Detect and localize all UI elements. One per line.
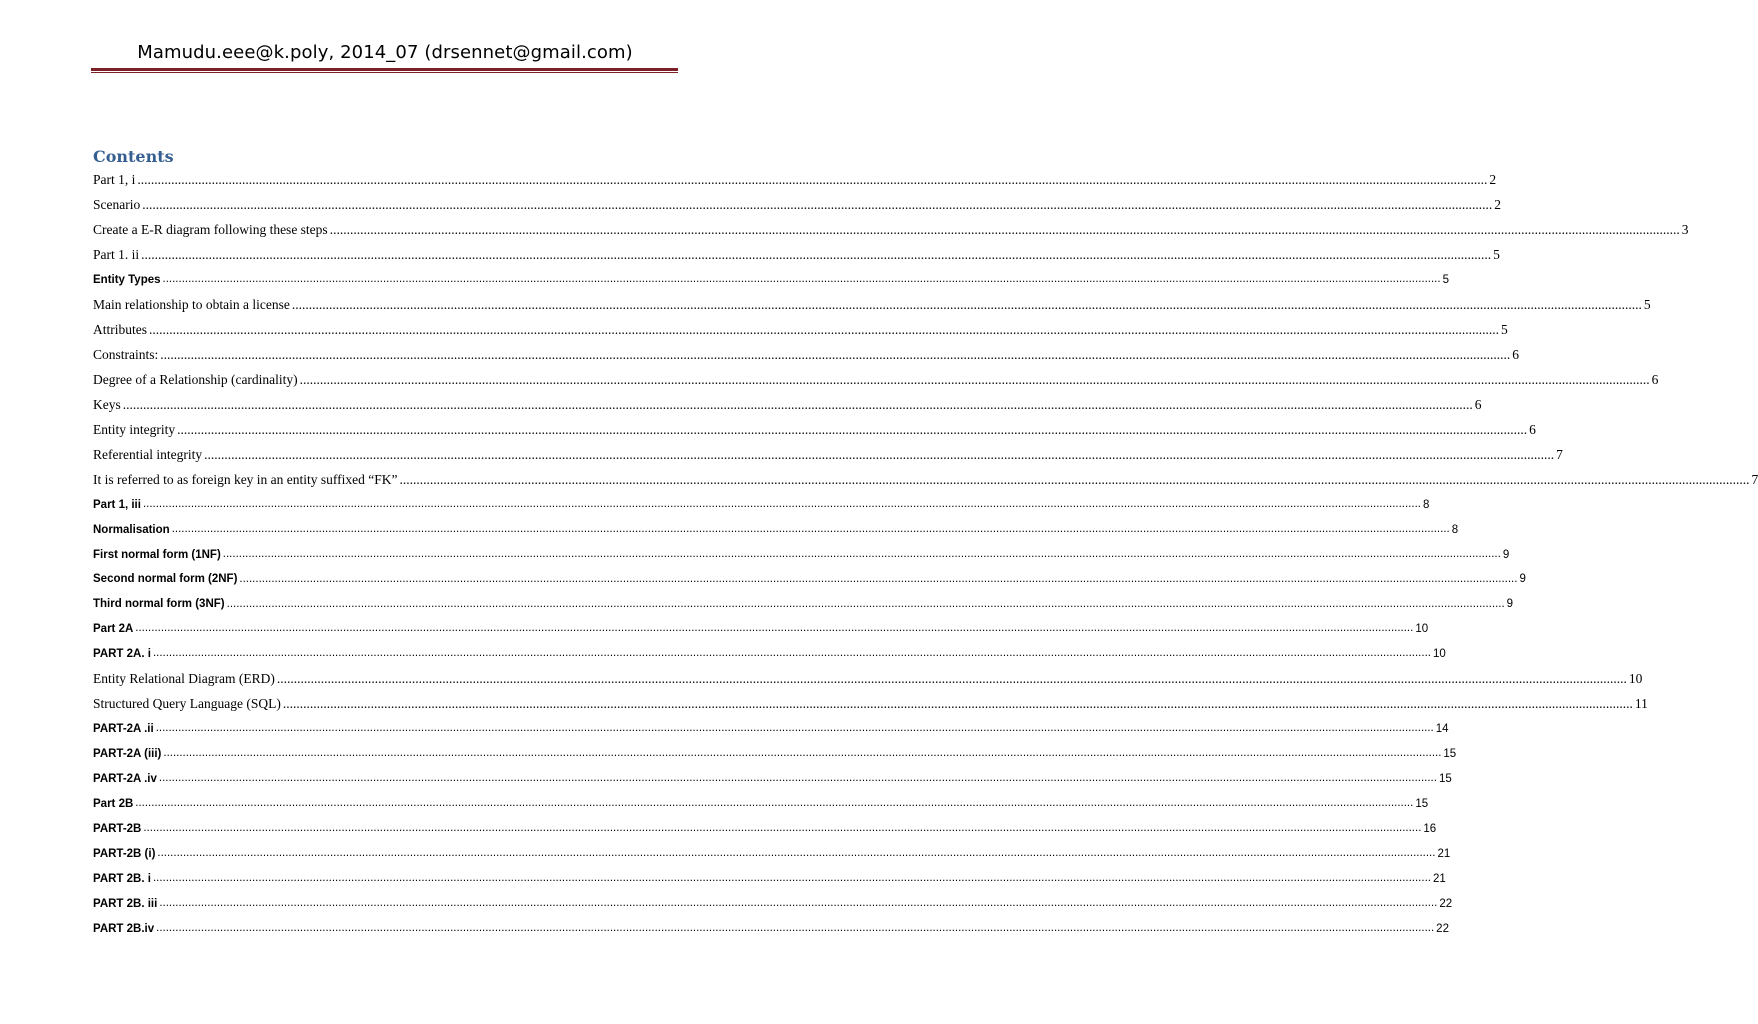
- toc-dot-leader: ................................................................................................................................................................................................................................................................................................................................................................................................................: [137, 172, 1488, 188]
- toc-dot-leader: ................................................................................................................................................................................................................................................................................................................................................................................................................: [143, 821, 1422, 834]
- toc-dot-leader: ................................................................................................................................................................................................................................................................................................................................................................................................................: [399, 471, 1750, 487]
- toc-entry-label[interactable]: Part 2B: [93, 797, 134, 810]
- toc-entry-label[interactable]: Constraints:: [93, 347, 159, 363]
- toc-entry-page-number[interactable]: 21: [1432, 872, 1446, 885]
- toc-entry-label[interactable]: PART-2B (i): [93, 847, 156, 860]
- toc-entry-label[interactable]: Structured Query Language (SQL): [93, 696, 281, 712]
- toc-entry-label[interactable]: PART-2A .iv: [93, 772, 157, 785]
- toc-entry-page-number[interactable]: 5: [1643, 297, 1651, 313]
- toc-entry[interactable]: [93, 617, 1429, 642]
- toc-dot-leader: ................................................................................................................................................................................................................................................................................................................................................................................................................: [299, 371, 1650, 387]
- toc-entry-page-number[interactable]: 9: [1506, 598, 1514, 611]
- toc-dot-leader: ................................................................................................................................................................................................................................................................................................................................................................................................................: [177, 421, 1528, 437]
- toc-dot-leader: ................................................................................................................................................................................................................................................................................................................................................................................................................: [152, 871, 1431, 884]
- toc-dot-leader: ................................................................................................................................................................................................................................................................................................................................................................................................................: [291, 297, 1642, 313]
- toc-entry-label[interactable]: Second normal form (2NF): [93, 573, 238, 586]
- toc-dot-leader: ................................................................................................................................................................................................................................................................................................................................................................................................................: [204, 446, 1555, 462]
- toc-entry-label[interactable]: Attributes: [93, 322, 147, 338]
- toc-entry[interactable]: [93, 841, 1451, 866]
- toc-entry-page-number[interactable]: 6: [1529, 421, 1536, 437]
- toc-dot-leader: ................................................................................................................................................................................................................................................................................................................................................................................................................: [276, 671, 1627, 687]
- toc-entry-label[interactable]: Entity integrity: [93, 421, 176, 437]
- toc-entry[interactable]: [93, 218, 1689, 243]
- toc-entry-page-number[interactable]: 8: [1422, 498, 1430, 511]
- toc-dot-leader: ................................................................................................................................................................................................................................................................................................................................................................................................................: [149, 322, 1499, 337]
- toc-entry-page-number[interactable]: 9: [1519, 573, 1526, 586]
- toc-entry[interactable]: [93, 293, 1651, 318]
- toc-entry-page-number[interactable]: 8: [1451, 523, 1459, 536]
- toc-dot-leader: ................................................................................................................................................................................................................................................................................................................................................................................................................: [152, 647, 1431, 660]
- toc-entry[interactable]: [93, 243, 1500, 268]
- toc-entry[interactable]: [93, 542, 1510, 567]
- toc-dot-leader: ................................................................................................................................................................................................................................................................................................................................................................................................................: [222, 547, 1501, 560]
- toc-entry[interactable]: [93, 392, 1482, 417]
- toc-dot-leader: ................................................................................................................................................................................................................................................................................................................................................................................................................: [162, 273, 1441, 286]
- toc-entry-label[interactable]: Scenario: [93, 197, 141, 213]
- toc-entry-page-number[interactable]: 22: [1439, 897, 1453, 910]
- toc-entry-page-number[interactable]: 15: [1443, 748, 1457, 761]
- toc-entry[interactable]: [93, 268, 1449, 293]
- toc-entry-label[interactable]: It is referred to as foreign key in an entity suffixed “FK”: [93, 471, 398, 487]
- toc-dot-leader: ................................................................................................................................................................................................................................................................................................................................................................................................................: [157, 846, 1436, 859]
- toc-entry[interactable]: [93, 916, 1449, 941]
- toc-entry[interactable]: [93, 667, 1643, 692]
- toc-entry-page-number[interactable]: 5: [1442, 274, 1449, 287]
- toc-dot-leader: ................................................................................................................................................................................................................................................................................................................................................................................................................: [155, 722, 1434, 735]
- toc-entry-label[interactable]: Part 1, iii: [93, 498, 141, 511]
- toc-dot-leader: ................................................................................................................................................................................................................................................................................................................................................................................................................: [135, 797, 1414, 809]
- toc-entry-page-number[interactable]: 5: [1493, 247, 1500, 263]
- toc-entry-label[interactable]: PART-2A (iii): [93, 748, 162, 761]
- toc-dot-leader: ................................................................................................................................................................................................................................................................................................................................................................................................................: [141, 247, 1492, 263]
- toc-entry-label[interactable]: Entity Relational Diagram (ERD): [93, 671, 275, 687]
- toc-entry-page-number[interactable]: 22: [1436, 922, 1449, 935]
- toc-entry-page-number[interactable]: 5: [1501, 322, 1508, 338]
- toc-entry-label[interactable]: PART 2B.iv: [93, 922, 155, 935]
- toc-entry-label[interactable]: Part 1. ii: [93, 247, 140, 263]
- toc-entry-page-number[interactable]: 15: [1415, 797, 1429, 810]
- toc-entry[interactable]: [93, 567, 1526, 592]
- toc-entry-label[interactable]: Part 2A: [93, 623, 134, 636]
- toc-entry-page-number[interactable]: 7: [1751, 471, 1758, 487]
- toc-dot-leader: ................................................................................................................................................................................................................................................................................................................................................................................................................: [329, 222, 1680, 238]
- toc-dot-leader: ................................................................................................................................................................................................................................................................................................................................................................................................................: [160, 346, 1511, 362]
- toc-entry-label[interactable]: PART 2A. i: [93, 648, 151, 661]
- toc-entry-page-number[interactable]: 3: [1681, 222, 1689, 238]
- toc-entry-page-number[interactable]: 21: [1437, 847, 1451, 860]
- toc-entry[interactable]: [93, 467, 1758, 492]
- toc-dot-leader: ................................................................................................................................................................................................................................................................................................................................................................................................................: [142, 197, 1493, 213]
- toc-dot-leader: ................................................................................................................................................................................................................................................................................................................................................................................................................: [171, 522, 1450, 535]
- header-rule: [91, 68, 678, 71]
- toc-entry-label[interactable]: Create a E-R diagram following these steps: [93, 222, 328, 238]
- toc-entry-page-number[interactable]: 7: [1556, 446, 1563, 462]
- toc-dot-leader: ................................................................................................................................................................................................................................................................................................................................................................................................................: [163, 747, 1442, 760]
- toc-entry-page-number[interactable]: 2: [1489, 172, 1497, 188]
- toc-dot-leader: ................................................................................................................................................................................................................................................................................................................................................................................................................: [156, 921, 1435, 934]
- toc-entry[interactable]: [93, 767, 1452, 792]
- toc-dot-leader: ................................................................................................................................................................................................................................................................................................................................................................................................................: [142, 497, 1421, 510]
- toc-entry[interactable]: [93, 368, 1659, 393]
- toc-entry-page-number[interactable]: 2: [1494, 197, 1501, 213]
- toc-entry[interactable]: [93, 517, 1459, 542]
- toc-entry[interactable]: [93, 742, 1457, 767]
- toc-entry[interactable]: [93, 592, 1514, 617]
- toc-entry[interactable]: [93, 692, 1648, 717]
- toc-entry[interactable]: [93, 891, 1453, 916]
- toc-dot-leader: ................................................................................................................................................................................................................................................................................................................................................................................................................: [226, 597, 1505, 610]
- toc-entry-label[interactable]: PART-2A .ii: [93, 723, 154, 736]
- toc-entry-page-number[interactable]: 16: [1423, 822, 1437, 835]
- toc-dot-leader: ................................................................................................................................................................................................................................................................................................................................................................................................................: [158, 772, 1437, 785]
- toc-entry-page-number[interactable]: 6: [1474, 396, 1482, 412]
- toc-entry-label[interactable]: PART 2B. i: [93, 872, 151, 885]
- page-header: Mamudu.eee@k.poly, 2014_07 (drsennet@gmail.com): [137, 42, 633, 63]
- toc-entry-label[interactable]: Keys: [93, 396, 121, 412]
- toc-entry-label[interactable]: Main relationship to obtain a license: [93, 297, 290, 313]
- toc-entry-label[interactable]: Degree of a Relationship (cardinality): [93, 371, 298, 387]
- toc-entry[interactable]: [93, 442, 1563, 467]
- toc-entry[interactable]: [93, 492, 1430, 517]
- table-of-contents: [93, 168, 1758, 941]
- toc-entry-page-number[interactable]: 11: [1634, 696, 1648, 712]
- toc-entry-page-number[interactable]: 15: [1438, 772, 1452, 785]
- toc-dot-leader: ................................................................................................................................................................................................................................................................................................................................................................................................................: [159, 896, 1438, 909]
- toc-entry-page-number[interactable]: 6: [1512, 347, 1520, 363]
- toc-entry-label[interactable]: Part 1, i: [93, 172, 136, 188]
- toc-entry-page-number[interactable]: 10: [1432, 648, 1446, 661]
- toc-dot-leader: ................................................................................................................................................................................................................................................................................................................................................................................................................: [135, 622, 1414, 635]
- toc-entry-label[interactable]: Normalisation: [93, 523, 170, 536]
- toc-entry-page-number[interactable]: 10: [1415, 623, 1429, 636]
- toc-entry[interactable]: [93, 717, 1449, 742]
- toc-entry-label[interactable]: Referential integrity: [93, 446, 203, 462]
- toc-entry[interactable]: [93, 791, 1429, 816]
- toc-entry-label[interactable]: Third normal form (3NF): [93, 598, 225, 611]
- toc-entry[interactable]: [93, 417, 1536, 442]
- toc-entry[interactable]: [93, 168, 1497, 193]
- toc-dot-leader: ................................................................................................................................................................................................................................................................................................................................................................................................................: [282, 696, 1633, 712]
- toc-entry[interactable]: [93, 343, 1520, 368]
- toc-dot-leader: ................................................................................................................................................................................................................................................................................................................................................................................................................: [239, 572, 1518, 585]
- toc-entry-label[interactable]: PART-2B: [93, 822, 142, 835]
- toc-dot-leader: ................................................................................................................................................................................................................................................................................................................................................................................................................: [122, 396, 1473, 412]
- toc-entry-label[interactable]: First normal form (1NF): [93, 548, 221, 561]
- toc-entry-label[interactable]: Entity Types: [93, 274, 161, 287]
- header-rule-thin: [91, 72, 678, 73]
- toc-entry[interactable]: [93, 642, 1446, 667]
- toc-entry[interactable]: [93, 816, 1437, 841]
- toc-entry-page-number[interactable]: 9: [1502, 548, 1510, 561]
- toc-entry-page-number[interactable]: 6: [1651, 371, 1659, 387]
- toc-entry[interactable]: [93, 318, 1508, 343]
- toc-entry-page-number[interactable]: 14: [1435, 723, 1449, 736]
- toc-entry-page-number[interactable]: 10: [1628, 671, 1643, 687]
- toc-entry-label[interactable]: PART 2B. iii: [93, 897, 158, 910]
- toc-entry[interactable]: [93, 866, 1446, 891]
- toc-entry[interactable]: [93, 193, 1501, 218]
- contents-heading: Contents: [93, 147, 174, 166]
